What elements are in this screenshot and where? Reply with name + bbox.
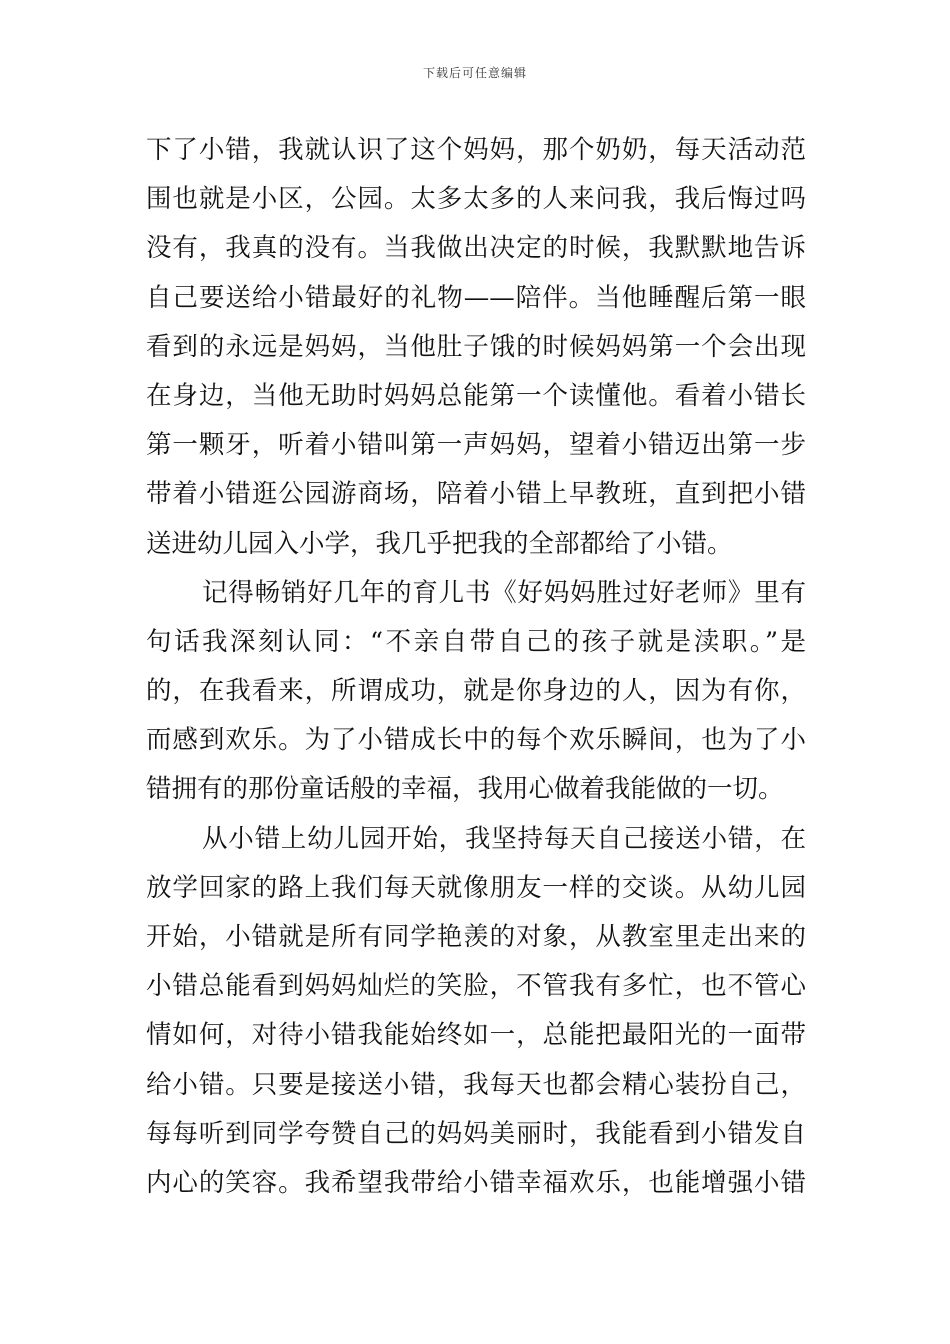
- text-line: 错拥有的那份童话般的幸福，我用心做着我能做的一切。: [146, 774, 784, 805]
- document-body: [146, 126, 806, 1208]
- paragraph-3: [146, 815, 806, 1209]
- text-line: 记得畅销好几年的育儿书《好妈妈胜过好老师》里有: [202, 577, 806, 608]
- page-header: 下载后可任意编辑: [422, 66, 527, 80]
- text-line: 给小错。只要是接送小错，我每天也都会精心装扮自己，: [146, 1069, 806, 1100]
- text-line: 情如何，对待小错我能始终如一，总能把最阳光的一面带: [146, 1020, 806, 1051]
- text-line: 小错总能看到妈妈灿烂的笑脸，不管我有多忙，也不管心: [146, 971, 806, 1002]
- text-line: 送进幼儿园入小学，我几乎把我的全部都给了小错。: [146, 528, 733, 559]
- paragraph-1: [146, 126, 806, 569]
- text-line: 第一颗牙，听着小错叫第一声妈妈，望着小错迈出第一步: [146, 430, 806, 461]
- text-line: 放学回家的路上我们每天就像朋友一样的交谈。从幼儿园: [146, 872, 806, 903]
- text-line: 在身边，当他无助时妈妈总能第一个读懂他。看着小错长: [146, 380, 806, 411]
- text-line: 带着小错逛公园游商场，陪着小错上早教班，直到把小错: [146, 479, 806, 510]
- text-line: 自己要送给小错最好的礼物——陪伴。当他睡醒后第一眼: [146, 282, 806, 313]
- paragraph-2: [146, 569, 806, 815]
- text-line: 每每听到同学夸赞自己的妈妈美丽时，我能看到小错发自: [146, 1118, 806, 1149]
- text-line: 从小错上幼儿园开始，我坚持每天自己接送小错，在: [202, 823, 806, 854]
- text-line: 没有，我真的没有。当我做出决定的时候，我默默地告诉: [146, 233, 806, 264]
- text-line: 看到的永远是妈妈，当他肚子饿的时候妈妈第一个会出现: [146, 331, 806, 362]
- text-line: 句话我深刻认同：“不亲自带自己的孩子就是渎职。”是: [146, 626, 806, 657]
- text-line: 开始，小错就是所有同学艳羡的对象，从教室里走出来的: [146, 922, 806, 952]
- text-line: 而感到欢乐。为了小错成长中的每个欢乐瞬间，也为了小: [146, 725, 806, 756]
- text-line: 的，在我看来，所谓成功，就是你身边的人，因为有你，: [146, 676, 806, 707]
- text-line: 围也就是小区，公园。太多太多的人来问我，我后悔过吗: [146, 184, 806, 215]
- text-line: 下了小错，我就认识了这个妈妈，那个奶奶，每天活动范: [146, 135, 806, 165]
- text-line: 内心的笑容。我希望我带给小错幸福欢乐，也能增强小错: [146, 1167, 806, 1198]
